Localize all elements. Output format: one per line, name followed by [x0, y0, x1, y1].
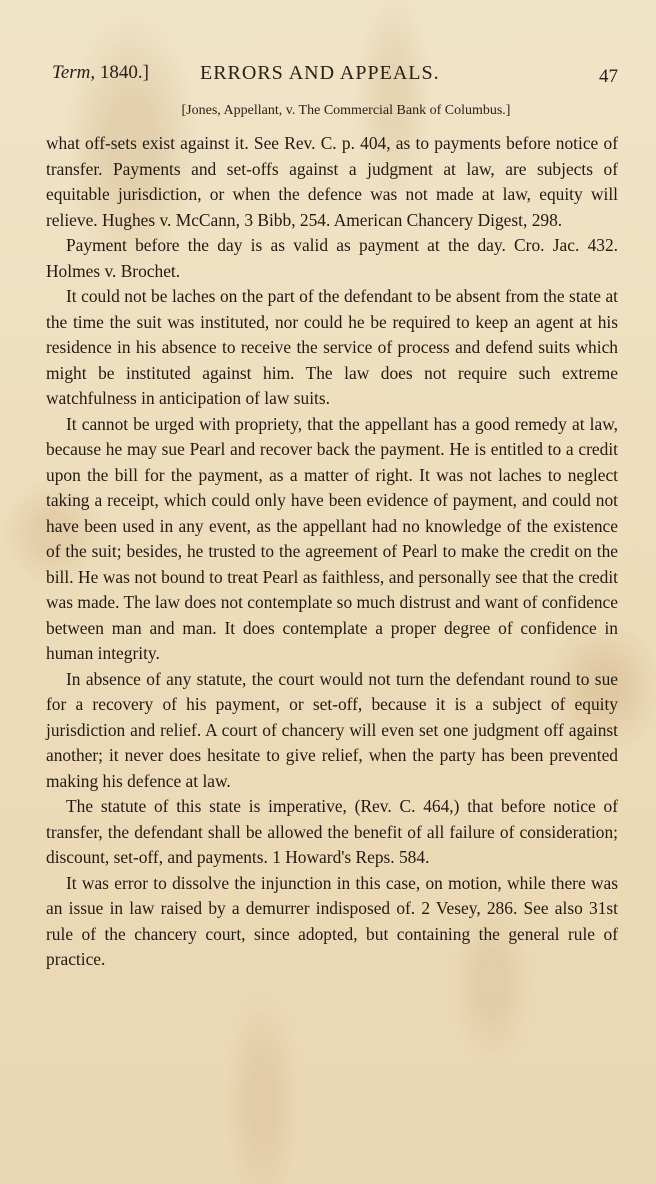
paragraph: In absence of any statute, the court would not turn the defendant round to sue for a recovery of his payment, or set-off, because it is a subject of equity jurisdiction and relief. A court of chancery will even set one judgment off against another; it never does hesitate to give relief, when the party has been prevented making his defence at law. [46, 668, 618, 791]
paragraph: Payment before the day is as valid as payment at the day. Cro. Jac. 432. Holmes v. Brochet. [46, 235, 618, 281]
running-header [48, 60, 618, 90]
paragraph: The statute of this state is imperative, (Rev. C. 464,) that before notice of transfer, the defendant shall be allowed the benefit of all failure of consideration; discount, set-off, and payments. 1 Howard's Reps. 584. [46, 796, 618, 867]
paragraph: what off-sets exist against it. See Rev. C. p. 404, as to payments before notice of transfer. Payments and set-offs against a judgment at law, are subjects of equitable jurisdiction, or when the defence was not made at law, equity will relieve. Hughes v. McCann, 3 Bibb, 254. American Chancery Digest, 298. [46, 133, 618, 230]
term-label: Term, 1840.] [52, 62, 149, 83]
case-caption: [Jones, Appellant, v. The Commercial Bank of Columbus.] [181, 103, 511, 118]
page-number: 47 [599, 66, 618, 87]
page-title: ERRORS AND APPEALS. [200, 62, 440, 84]
paragraph: It was error to dissolve the injunction in this case, on motion, while there was an issue in law raised by a demurrer indisposed of. 2 Vesey, 286. See also 31st rule of the chancery court, since adopted, but containing the general rule of practice. [46, 872, 618, 969]
paragraph: It cannot be urged with propriety, that the appellant has a good remedy at law, because he may sue Pearl and recover back the payment. He is entitled to a credit upon the bill for the payment, as a matter of right. It was not laches to neglect taking a receipt, which could only have been evidence of payment, and could not have been used in any event, as the appellant had no knowledge of the existence of the suit; besides, he trusted to the agreement of Pearl to make the credit on the bill. He was not bound to treat Pearl as faithless, and personally see that the credit was made. The law does not contemplate so much distrust and want of confidence between man and man. It does contemplate a proper degree of confidence in human integrity. [46, 413, 618, 663]
body-text [46, 131, 618, 973]
paragraph: It could not be laches on the part of the defendant to be absent from the state at the time the suit was instituted, nor could he be required to keep an agent at his residence in his absence to receive the service of process and defend suits which might be instituted against him. The law does not require such extreme watchfulness in anticipation of law suits. [46, 286, 618, 408]
